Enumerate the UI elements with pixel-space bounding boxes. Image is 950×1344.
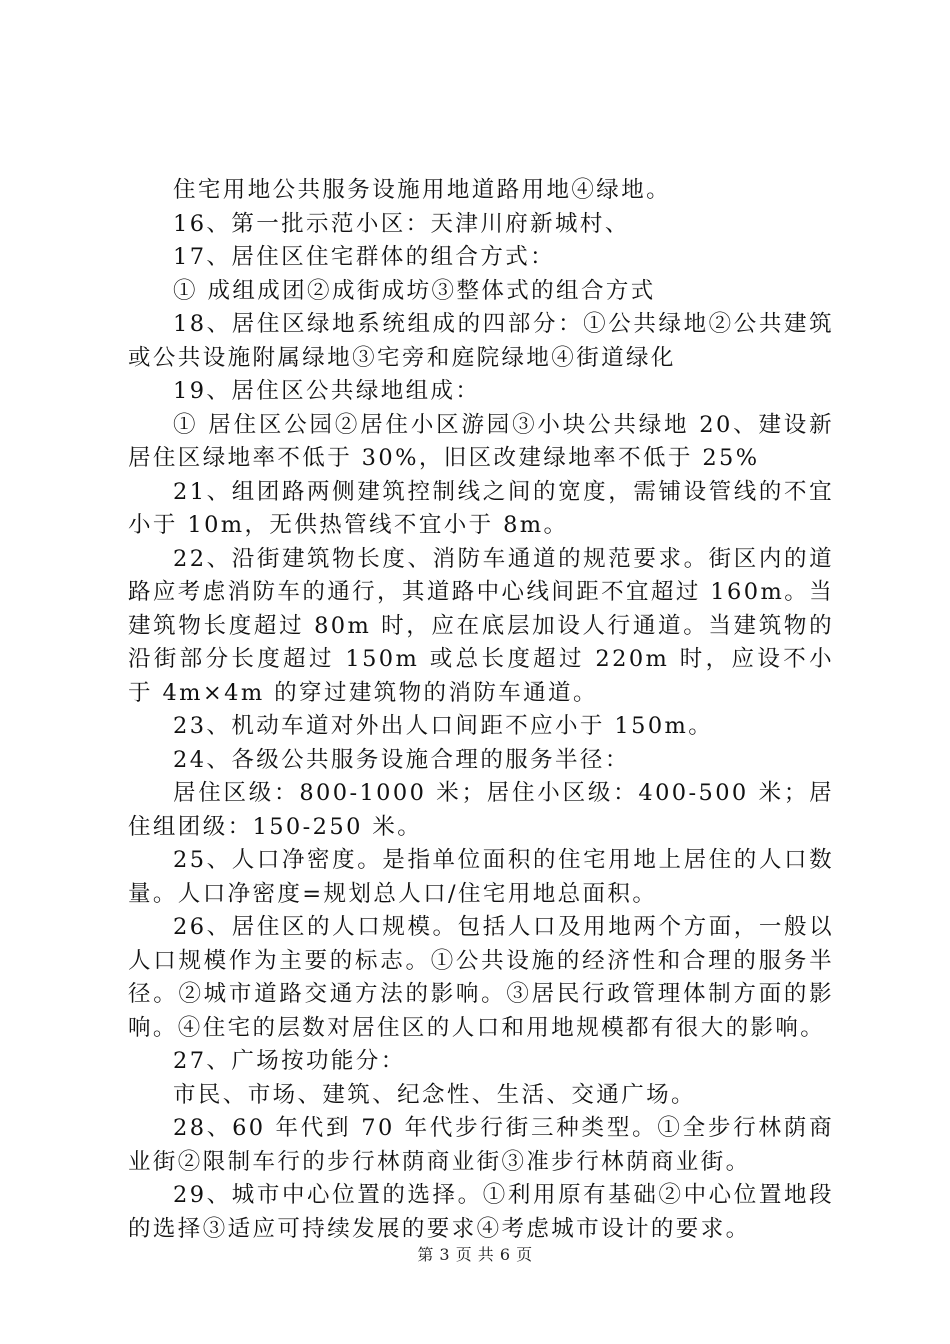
document-body <box>128 174 834 1246</box>
paragraph: 26、居住区的人口规模。包括人口及用地两个方面，一般以人口规模作为主要的标志。①公共设施的经济性和合理的服务半径。②城市道路交通方法的影响。③居民行政管理体制方面的影响。④住宅的层数对居住区的人口和用地规模都有很大的影响。 <box>128 914 834 1041</box>
paragraph: 居住区级：800-1000 米；居住小区级：400-500 米；居住组团级：150-250 米。 <box>128 780 834 840</box>
page-footer <box>0 1242 950 1265</box>
paragraph: 住宅用地公共服务设施用地道路用地④绿地。 <box>173 177 672 203</box>
paragraph: 28、60 年代到 70 年代步行街三种类型。①全步行林荫商业街②限制车行的步行林荫商业街③准步行林荫商业街。 <box>128 1115 834 1175</box>
paragraph: 23、机动车道对外出人口间距不应小于 150m。 <box>173 713 714 739</box>
paragraph: 22、沿街建筑物长度、消防车通道的规范要求。街区内的道路应考虑消防车的通行，其道路中心线间距不宜超过 160m。当建筑物长度超过 80m 时，应在底层加设人行通道。当建筑物的沿街部分长度超过 150m 或总长度超过 220m 时，应设不小于 4m×4m 的穿过建筑物的消防车通道。 <box>128 545 834 706</box>
paragraph: 27、广场按功能分： <box>173 1048 406 1074</box>
paragraph: 24、各级公共服务设施合理的服务半径： <box>173 746 630 773</box>
paragraph: ① 成组成团②成街成坊③整体式的组合方式 <box>173 277 656 304</box>
paragraph: 17、居住区住宅群体的组合方式： <box>173 244 556 270</box>
page-indicator: 第 3 页 共 6 页 <box>417 1245 533 1264</box>
paragraph: 29、城市中心位置的选择。①利用原有基础②中心位置地段的选择③适应可持续发展的要求④考虑城市设计的要求。 <box>128 1182 834 1242</box>
paragraph: 25、人口净密度。是指单位面积的住宅用地上居住的人口数量。人口净密度=规划总人口/住宅用地总面积。 <box>128 847 834 907</box>
paragraph: 市民、市场、建筑、纪念性、生活、交通广场。 <box>173 1081 696 1108</box>
paragraph: ① 居住区公园②居住小区游园③小块公共绿地 20、建设新居住区绿地率不低于 30%，旧区改建绿地率不低于 25% <box>128 411 834 471</box>
paragraph: 21、组团路两侧建筑控制线之间的宽度，需铺设管线的不宜小于 10m，无供热管线不宜小于 8m。 <box>128 478 834 538</box>
paragraph: 19、居住区公共绿地组成： <box>173 378 481 404</box>
paragraph: 16、第一批示范小区：天津川府新城村、 <box>173 210 630 237</box>
paragraph: 18、居住区绿地系统组成的四部分：①公共绿地②公共建筑或公共设施附属绿地③宅旁和庭院绿地④街道绿化 <box>128 311 834 371</box>
